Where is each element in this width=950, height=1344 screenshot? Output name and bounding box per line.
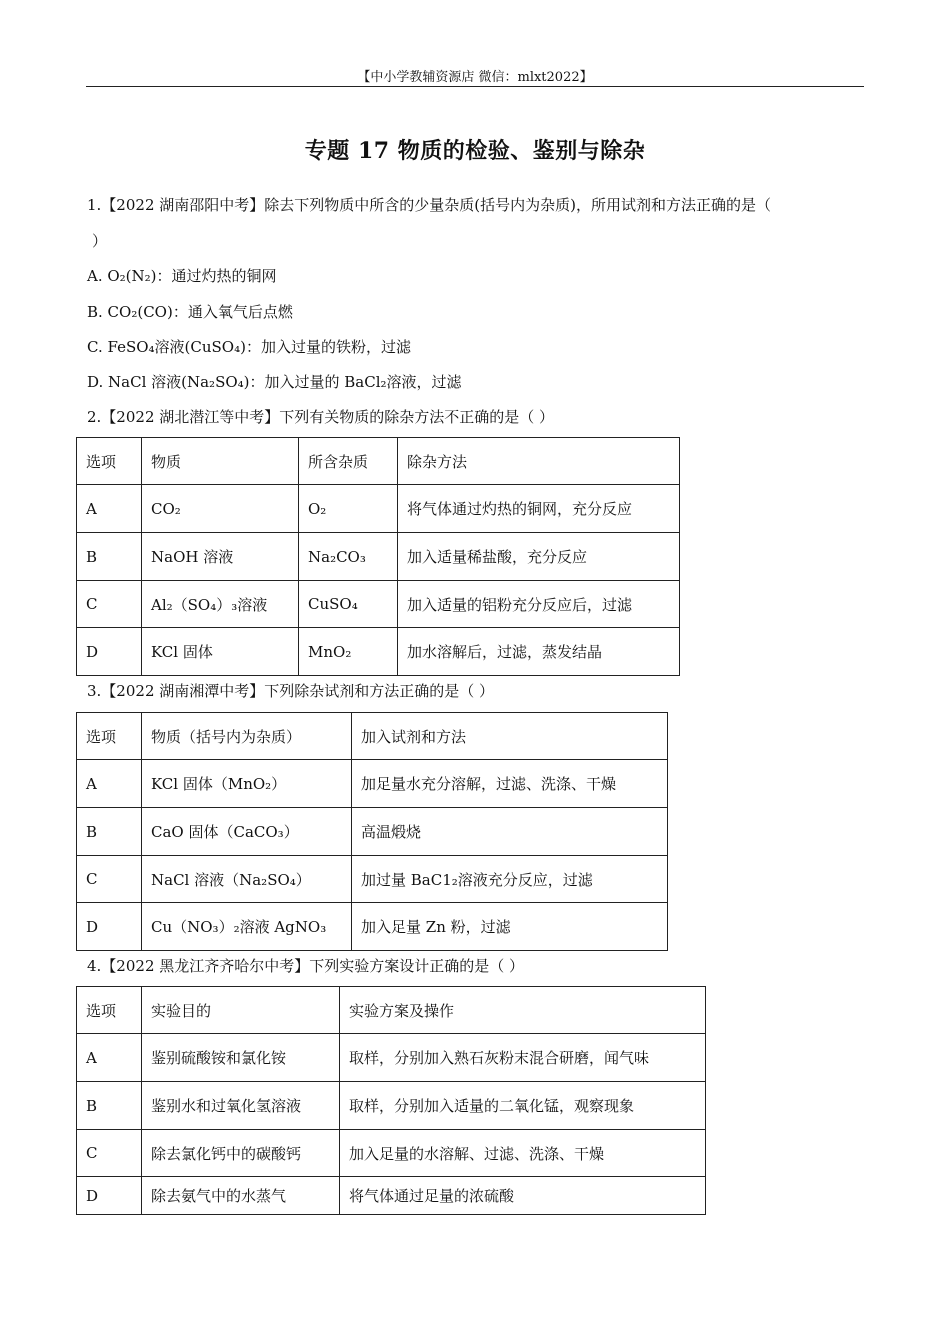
table-row: [77, 760, 668, 808]
table-row: [77, 581, 680, 628]
table-cell: 加入适量稀盐酸，充分反应: [398, 533, 680, 581]
q1-stem-cont: ）: [92, 232, 108, 250]
q2-stem: 2.【2022 湖北潜江等中考】下列有关物质的除杂方法不正确的是（ ）: [87, 408, 555, 426]
header-cell: 实验方案及操作: [340, 987, 706, 1034]
header-cell: 选项: [77, 987, 142, 1034]
table-cell: NaCl 溶液（Na₂SO₄）: [142, 856, 352, 903]
table-cell: A: [77, 485, 142, 533]
table-cell: 除去氨气中的水蒸气: [142, 1177, 340, 1215]
table-header-row: [77, 438, 680, 485]
table-cell: MnO₂: [299, 628, 398, 676]
table-cell: 鉴别硫酸铵和氯化铵: [142, 1034, 340, 1082]
page-title: 专题 17 物质的检验、鉴别与除杂: [304, 138, 646, 164]
table-cell: CO₂: [142, 485, 299, 533]
table-cell: NaOH 溶液: [142, 533, 299, 581]
table-cell: 加足量水充分溶解，过滤、洗涤、干燥: [352, 760, 668, 808]
header-cell: 加入试剂和方法: [352, 713, 668, 760]
table-row: [77, 1082, 706, 1130]
table-cell: B: [77, 808, 142, 856]
table-cell: CaO 固体（CaCO₃）: [142, 808, 352, 856]
q2-table: [76, 437, 680, 676]
table-cell: 加入适量的铝粉充分反应后，过滤: [398, 581, 680, 628]
header-cell: 实验目的: [142, 987, 340, 1034]
q4-stem: 4.【2022 黑龙江齐齐哈尔中考】下列实验方案设计正确的是（ ）: [87, 957, 525, 975]
table-cell: 除去氯化钙中的碳酸钙: [142, 1130, 340, 1177]
header-cell: 除杂方法: [398, 438, 680, 485]
table-row: [77, 533, 680, 581]
table-cell: D: [77, 903, 142, 951]
table-row: [77, 1130, 706, 1177]
table-cell: 将气体通过足量的浓硫酸: [340, 1177, 706, 1215]
table-cell: Al₂（SO₄）₃溶液: [142, 581, 299, 628]
table-row: [77, 1034, 706, 1082]
q1-option-a: A. O₂(N₂)：通过灼热的铜网: [87, 267, 277, 285]
q3-stem: 3.【2022 湖南湘潭中考】下列除杂试剂和方法正确的是（ ）: [87, 682, 495, 700]
header-cell: 物质（括号内为杂质）: [142, 713, 352, 760]
table-cell: Na₂CO₃: [299, 533, 398, 581]
table-cell: C: [77, 581, 142, 628]
q1-option-b: B. CO₂(CO)：通入氧气后点燃: [87, 303, 293, 321]
table-cell: 将气体通过灼热的铜网，充分反应: [398, 485, 680, 533]
table-cell: B: [77, 533, 142, 581]
table-cell: 加入足量 Zn 粉，过滤: [352, 903, 668, 951]
table-row: [77, 1177, 706, 1215]
q4-table: [76, 986, 706, 1215]
header-cell: 选项: [77, 438, 142, 485]
header-divider: [86, 86, 864, 87]
table-cell: KCl 固体: [142, 628, 299, 676]
table-cell: D: [77, 1177, 142, 1215]
q1-option-c: C. FeSO₄溶液(CuSO₄)：加入过量的铁粉，过滤: [87, 338, 411, 356]
table-row: [77, 856, 668, 903]
table-cell: C: [77, 856, 142, 903]
q1-option-d: D. NaCl 溶液(Na₂SO₄)：加入过量的 BaCl₂溶液，过滤: [87, 373, 462, 391]
table-cell: A: [77, 1034, 142, 1082]
table-cell: 加入足量的水溶解、过滤、洗涤、干燥: [340, 1130, 706, 1177]
table-row: [77, 628, 680, 676]
page-header: 【中小学教辅资源店 微信：mlxt2022】: [357, 70, 593, 85]
table-cell: CuSO₄: [299, 581, 398, 628]
table-row: [77, 903, 668, 951]
table-header-row: [77, 713, 668, 760]
table-header-row: [77, 987, 706, 1034]
table-row: [77, 808, 668, 856]
table-cell: KCl 固体（MnO₂）: [142, 760, 352, 808]
table-cell: Cu（NO₃）₂溶液 AgNO₃: [142, 903, 352, 951]
table-cell: 取样，分别加入熟石灰粉末混合研磨，闻气味: [340, 1034, 706, 1082]
table-cell: 鉴别水和过氧化氢溶液: [142, 1082, 340, 1130]
table-row: [77, 485, 680, 533]
table-cell: 高温煅烧: [352, 808, 668, 856]
header-cell: 选项: [77, 713, 142, 760]
table-cell: O₂: [299, 485, 398, 533]
header-cell: 物质: [142, 438, 299, 485]
table-cell: 加水溶解后，过滤，蒸发结晶: [398, 628, 680, 676]
table-cell: 取样，分别加入适量的二氧化锰，观察现象: [340, 1082, 706, 1130]
q1-stem: 1.【2022 湖南邵阳中考】除去下列物质中所含的少量杂质(括号内为杂质)，所用试剂和方法正确的是（: [87, 196, 771, 214]
table-cell: D: [77, 628, 142, 676]
header-cell: 所含杂质: [299, 438, 398, 485]
q3-table: [76, 712, 668, 951]
table-cell: C: [77, 1130, 142, 1177]
table-cell: A: [77, 760, 142, 808]
table-cell: B: [77, 1082, 142, 1130]
table-cell: 加过量 BaC1₂溶液充分反应，过滤: [352, 856, 668, 903]
